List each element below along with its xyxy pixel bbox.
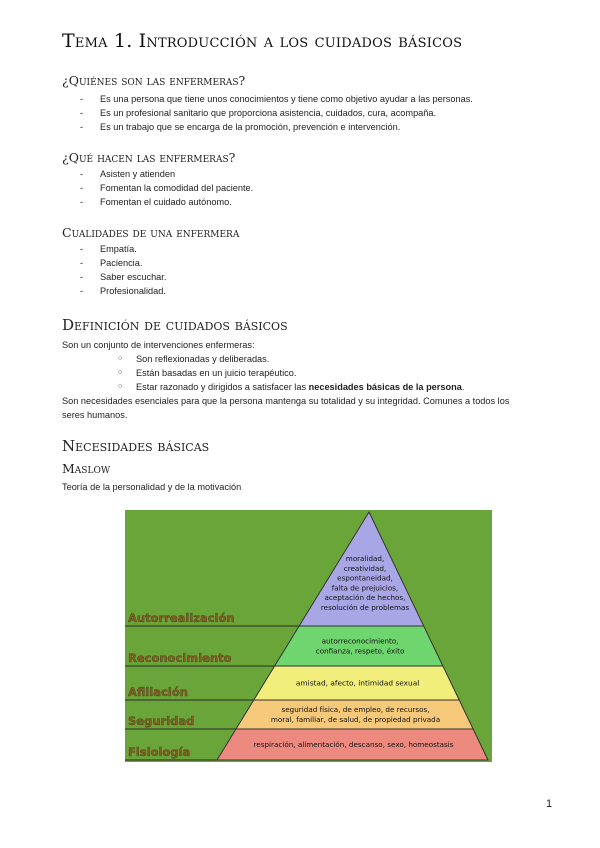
figure-caption: Teoría de la personalidad y de la motivación — [62, 482, 242, 492]
list-item: - Fomentan la comodidad del paciente. — [80, 181, 253, 195]
level-description-text: confianza, respeto, éxito — [315, 646, 405, 656]
subheading-maslow: Maslow — [62, 461, 111, 476]
page-number: 1 — [546, 798, 553, 810]
level-description-text: espontaneidad, — [337, 573, 393, 583]
level-description-text: respiración, alimentación, descanso, sexo, homeostasis — [253, 740, 454, 750]
list-item-text: . — [461, 382, 465, 392]
level-description-text: falta de prejuicios, — [331, 583, 399, 593]
list-item — [118, 380, 464, 394]
level-description-text: resolución de problemas — [320, 603, 410, 613]
emphasis-text: necesidades básicas de la persona — [308, 382, 462, 392]
level-name-label: Seguridad — [128, 714, 195, 728]
list-item: - Es un profesional sanitario que proporciona asistencia, cuidados, cura, acompaña. — [80, 106, 473, 120]
page-title: Tema 1. Introducción a los cuidados básicos — [62, 30, 463, 52]
section-heading-definicion: Definición de cuidados básicos — [62, 316, 288, 334]
section-heading-quienes: ¿Quiénes son las enfermeras? — [62, 73, 246, 88]
level-name-label: Autorrealización — [128, 611, 235, 625]
list-que-hacen — [80, 167, 253, 209]
list-item: - Saber escuchar. — [80, 270, 166, 284]
list-quienes — [80, 92, 473, 134]
maslow-pyramid-figure — [125, 510, 492, 762]
definition-intro: Son un conjunto de intervenciones enfermeras: — [62, 340, 255, 350]
list-item: - Es un trabajo que se encarga de la promoción, prevención e intervención. — [80, 120, 473, 134]
level-description-text: creatividad, — [343, 563, 387, 573]
level-description-text: seguridad física, de empleo, de recursos, — [281, 705, 430, 715]
list-item: - Paciencia. — [80, 256, 166, 270]
section-heading-cualidades: Cualidades de una enfermera — [62, 225, 240, 240]
definition-closing: Son necesidades esenciales para que la persona mantenga su totalidad y su integridad. Comunes a todos los seres humanos. — [62, 396, 510, 420]
list-item-text: Estar razonado y dirigidos a satisfacer las — [136, 382, 309, 392]
level-description-text: autorreconocimiento, — [321, 636, 399, 646]
level-description-text: amistad, afecto, intimidad sexual — [295, 678, 420, 688]
list-definicion — [118, 352, 464, 394]
level-description-text: moralidad, — [345, 554, 385, 564]
section-heading-que-hacen: ¿Qué hacen las enfermeras? — [62, 150, 236, 165]
level-name-label: Afiliación — [128, 685, 188, 699]
section-heading-necesidades: Necesidades básicas — [62, 437, 210, 455]
list-item: - Fomentan el cuidado autónomo. — [80, 195, 253, 209]
level-description-text: aceptación de hechos, — [324, 593, 406, 603]
list-item: - Empatía. — [80, 242, 166, 256]
level-name-label: Fisiología — [128, 745, 191, 759]
list-item: - Es una persona que tiene unos conocimientos y tiene como objetivo ayudar a las personas. — [80, 92, 473, 106]
list-cualidades — [80, 242, 166, 298]
level-name-label: Reconocimiento — [128, 651, 232, 665]
level-description-text: moral, familiar, de salud, de propiedad privada — [270, 714, 441, 724]
list-item: - Profesionalidad. — [80, 284, 166, 298]
list-item: - Asisten y atienden — [80, 167, 253, 181]
list-item: ○ Son reflexionadas y deliberadas. — [118, 352, 464, 366]
list-item: ○ Están basadas en un juicio terapéutico. — [118, 366, 464, 380]
